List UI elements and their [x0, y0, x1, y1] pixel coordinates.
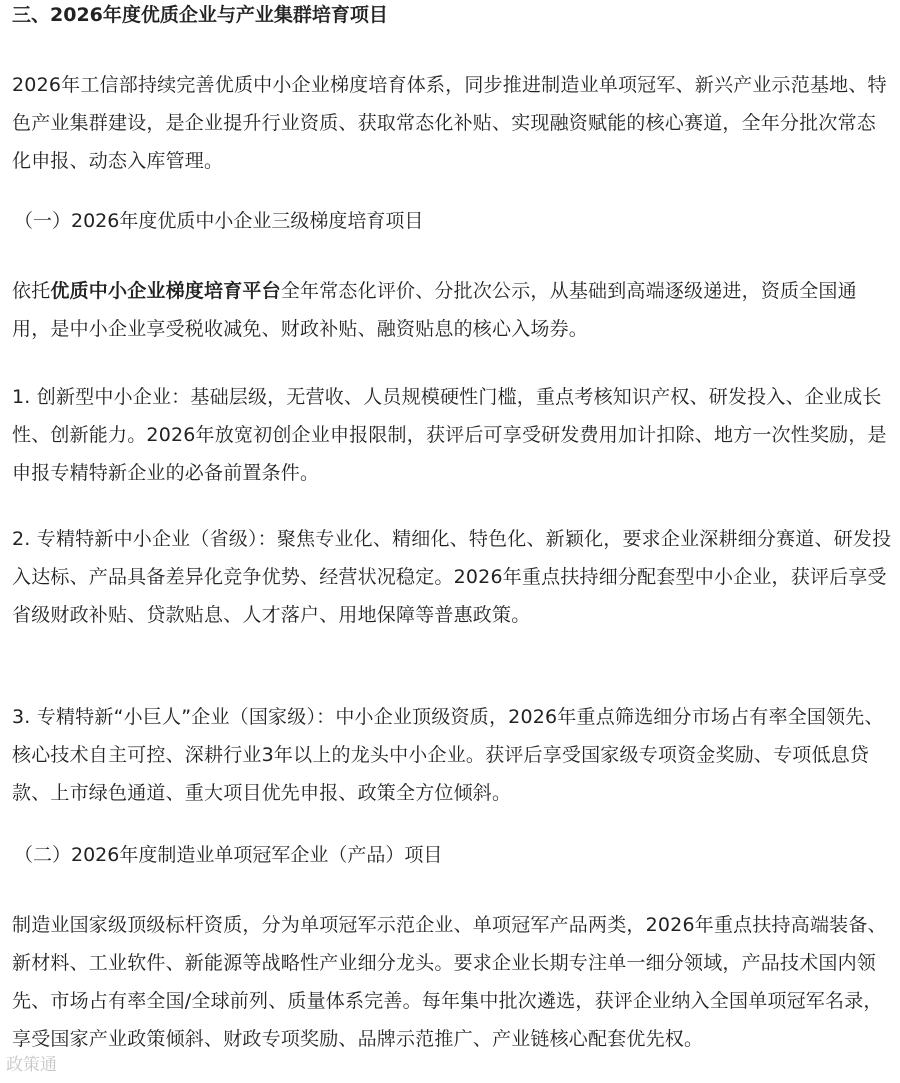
section-title: 三、2026年度优质企业与产业集群培育项目	[12, 4, 388, 26]
section-intro: 2026年工信部持续完善优质中小企业梯度培育体系，同步推进制造业单项冠军、新兴产业示范基地、特色产业集群建设，是企业提升行业资质、获取常态化补贴、实现融资赋能的核心赛道，全年分批次常态化申报、动态入库管理。	[12, 74, 887, 172]
part1-item-little-giant: 3. 专精特新“小巨人”企业（国家级）：中小企业顶级资质，2026年重点筛选细分市场占有率全国领先、核心技术自主可控、深耕行业3年以上的龙头中小企业。获评后享受国家级专项资金奖励、专项低息贷款、上市绿色通道、重大项目优先申报、政策全方位倾斜。	[12, 706, 884, 804]
part1-item-provincial: 2. 专精特新中小企业（省级）：聚焦专业化、精细化、特色化、新颖化，要求企业深耕细分赛道、研发投入达标、产品具备差异化竞争优势、经营状况稳定。2026年重点扶持细分配套型中小企业，获评后享受省级财政补贴、贷款贴息、人才落户、用地保障等普惠政策。	[12, 528, 892, 626]
part1-intro-prefix: 依托	[12, 280, 51, 302]
part1-title: （一）2026年度优质中小企业三级梯度培育项目	[14, 210, 424, 232]
part2-title: （二）2026年度制造业单项冠军企业（产品）项目	[14, 844, 443, 866]
part2-intro: 制造业国家级顶级标杆资质，分为单项冠军示范企业、单项冠军产品两类，2026年重点扶持高端装备、新材料、工业软件、新能源等战略性产业细分龙头。要求企业长期专注单一细分领域，产品技术国内领先、市场占有率全国/全球前列、质量体系完善。每年集中批次遴选，获评企业纳入全国单项冠军名录，享受国家产业政策倾斜、财政专项奖励、品牌示范推广、产业链核心配套优先权。	[12, 914, 887, 1050]
part1-intro-suffix: 全年常态化评价、分批次公示，从基础到高端逐级递进，资质全国通用，是中小企业享受税收减免、财政补贴、融资贴息的核心入场券。	[12, 280, 857, 340]
part1-item-innovative: 1. 创新型中小企业：基础层级，无营收、人员规模硬性门槛，重点考核知识产权、研发投入、企业成长性、创新能力。2026年放宽初创企业申报限制，获评后可享受研发费用加计扣除、地方一次性奖励，是申报专精特新企业的必备前置条件。	[12, 386, 887, 484]
watermark: 政策通	[6, 1055, 57, 1075]
part1-intro	[12, 272, 892, 348]
platform-name: 优质中小企业梯度培育平台	[50, 280, 281, 302]
